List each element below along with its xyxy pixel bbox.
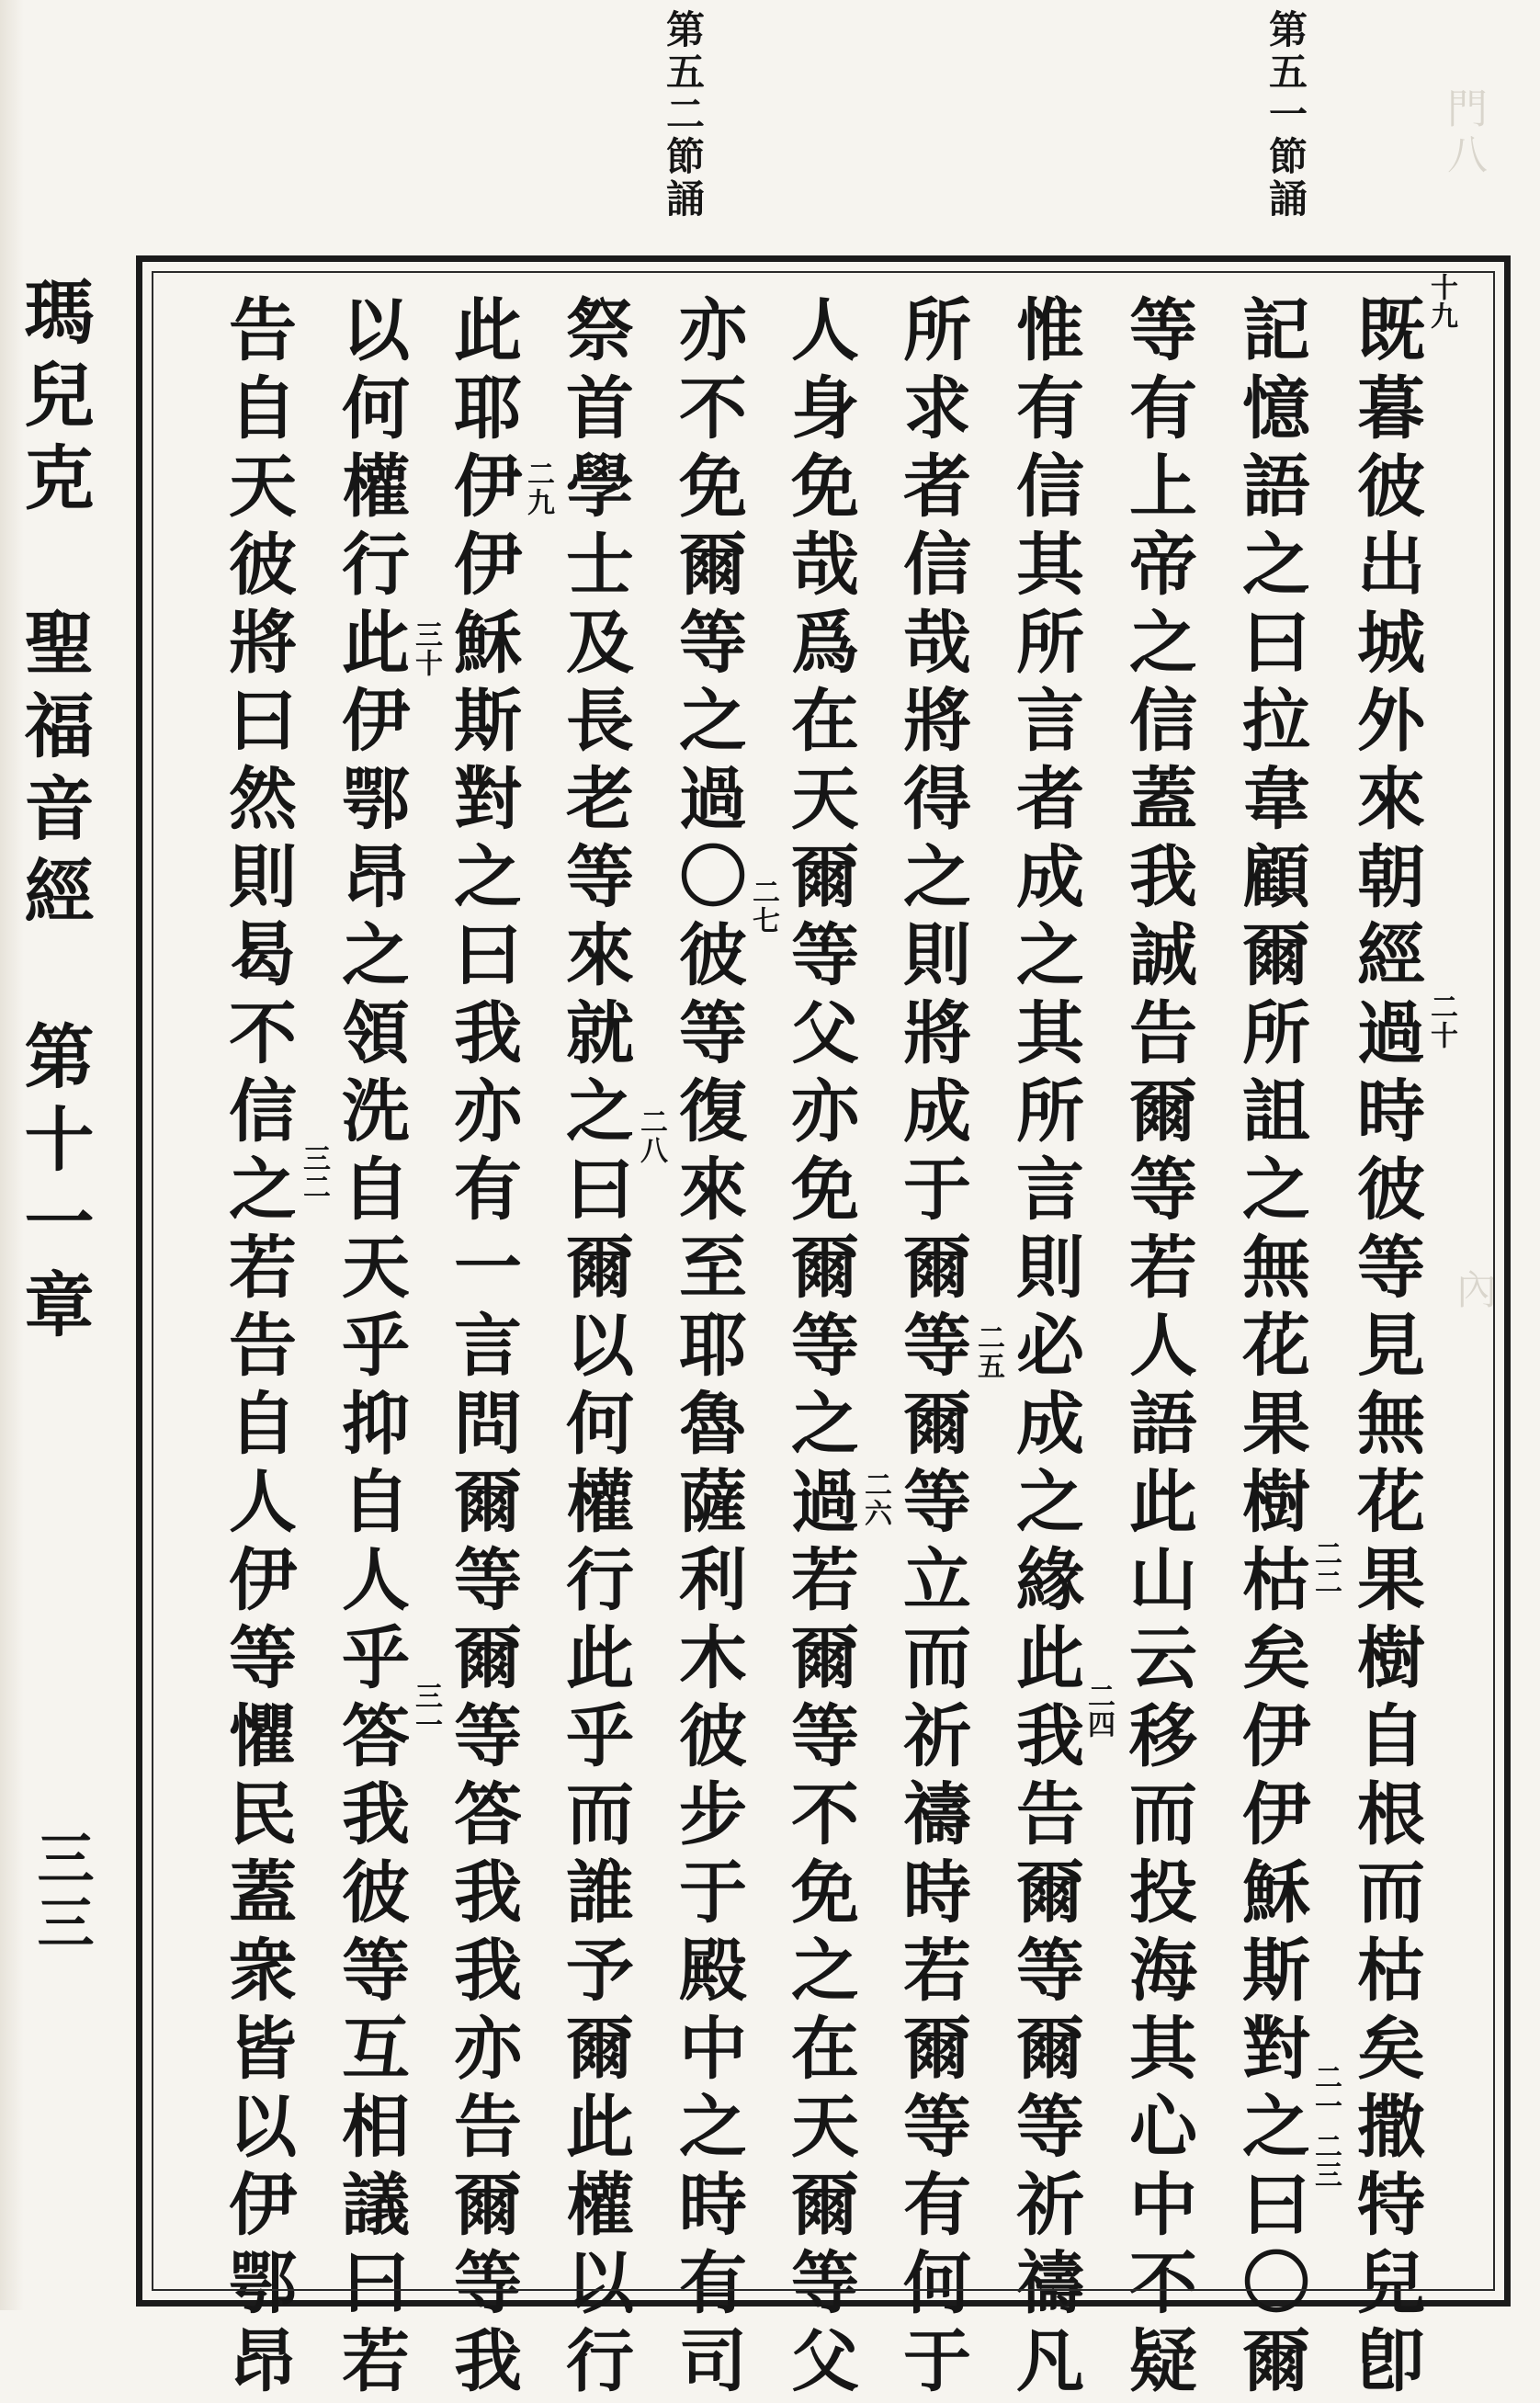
text-column-10: 以何權行此伊鄂昂之領洗自天乎抑自人乎答我彼等互相議曰若	[331, 294, 410, 2403]
text-column-2: 記憶語之曰拉韋顧爾所詛之無花果樹枯矣伊伊穌斯對之曰〇爾	[1231, 294, 1310, 2403]
verse-number: 二六	[859, 1470, 891, 1527]
verse-number: 三十	[410, 620, 442, 677]
verse-number: 二四	[1082, 1682, 1115, 1739]
text-frame	[136, 255, 1511, 2403]
bleed-through-mark: 門八	[1440, 87, 1487, 179]
verse-number: 二三	[1309, 2132, 1342, 2189]
text-column-11: 告自天彼將曰然則曷不信之若告自人伊等懼民蓋衆皆以伊鄂昂	[218, 294, 297, 2403]
text-column-7: 亦不免爾等之過〇彼等復來至耶魯薩利木彼步于殿中之時有司	[668, 294, 747, 2403]
verse-number: 三一	[410, 1682, 442, 1739]
text-column-3: 等有上帝之信蓋我誠告爾等若人語此山云移而投海其心中不疑	[1118, 294, 1197, 2403]
verse-number: 三二	[298, 1144, 330, 1201]
text-column-4: 惟有信其所言者成之其所言則必成之緣此我告爾等爾等祈禱凡	[1005, 294, 1084, 2403]
text-column-1: 既暮彼出城外來朝經過時彼等見無花果樹自根而枯矣撒特兒卽	[1346, 294, 1425, 2403]
bleed-through-mark: 內	[1449, 1268, 1496, 1314]
text-column-5: 所求者信哉將得之則將成于爾等爾等立而祈禱時若爾等有何于	[892, 294, 971, 2403]
text-column-9: 此耶伊伊穌斯對之曰我亦有一言問爾等爾等答我我亦告爾等我	[443, 294, 522, 2403]
verse-number: 二十	[1425, 992, 1457, 1049]
page-number: 三三	[28, 1829, 95, 1957]
verse-number: 二九	[522, 459, 554, 516]
verse-number: 二八	[635, 1107, 667, 1164]
running-head-section-51: 第五一節誦	[1263, 9, 1308, 221]
text-column-6: 人身免哉爲在天爾等父亦免爾等之過若爾等不免之在天爾等父	[780, 294, 859, 2403]
verse-number: 二二	[1309, 1539, 1342, 1596]
verse-number: 二一	[1309, 2063, 1342, 2120]
verse-number: 二七	[747, 878, 779, 935]
text-column-8: 祭首學士及長老等來就之曰爾以何權行此乎而誰予爾此權以行	[555, 294, 634, 2403]
margin-title	[13, 276, 95, 1351]
verse-number: 二五	[972, 1323, 1004, 1380]
running-head-section-52: 第五二節誦	[661, 9, 706, 221]
verse-number: 十九	[1425, 273, 1457, 330]
chapter-label: 第十一章	[13, 1020, 95, 1351]
book-title: 瑪兒克 聖福音經	[13, 276, 95, 937]
